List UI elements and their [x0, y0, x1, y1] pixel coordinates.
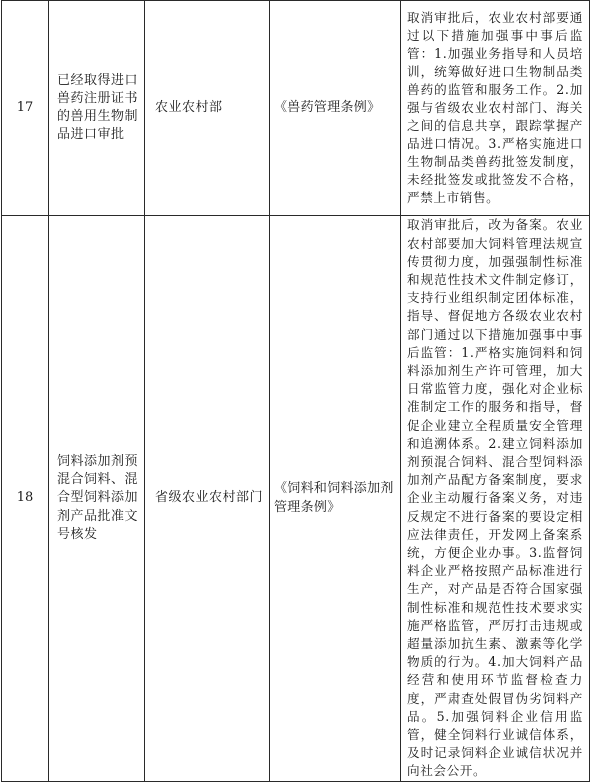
legal-basis-cell: 《兽药管理条例》: [270, 1, 401, 216]
item-number-cell: 18: [2, 216, 49, 782]
item-number-cell: 17: [2, 1, 49, 216]
approval-item-cell: 已经取得进口兽药注册证书的兽用生物制品进口审批: [49, 1, 145, 216]
regulatory-measures-cell: 取消审批后，农业农村部要通过以下措施加强事中事后监管：1.加强业务指导和人员培训，统筹做好进口生物制品类兽药的监管和服务工作。2.加强与省级农业农村部门、海关之间的信息共享，跟踪掌握产品进口情况。3.严格实施进口生物制品类兽药批签发制度，未经批签发或批签发不合格，严禁上市销售。: [401, 1, 590, 216]
legal-basis-cell: 《饲料和饲料添加剂管理条例》: [270, 216, 401, 782]
regulatory-measures-cell: 取消审批后，改为备案。农业农村部要加大饲料管理法规宣传贯彻力度，加强强制性标准和规范性技术文件制定修订，支持行业组织制定团体标准，指导、督促地方各级农业农村部门通过以下措施加强事中事后监管：1.严格实施饲料和饲料添加剂生产许可管理，加大日常监管力度，强化对企业标准制定工作的服务和指导，督促企业建立全程质量安全管理和追溯体系。2.建立饲料添加剂预混合饲料、混合型饲料添加剂产品配方备案制度，要求企业主动履行备案义务，对违反规定不进行备案的要设定相应法律责任，开发网上备案系统，方便企业办事。3.监督饲料企业严格按照产品标准进行生产，对产品是否符合国家强制性标准和规范性技术要求实施严格监管，严厉打击违规或超量添加抗生素、激素等化学物质的行为。4.加大饲料产品经营和使用环节监督检查力度，严肃查处假冒伪劣饲料产品。5.加强饲料企业信用监管，健全饲料行业诚信体系，及时记录饲料企业诚信状况并向社会公开。: [401, 216, 590, 782]
table-row: [2, 216, 590, 782]
approval-items-table: [1, 0, 590, 782]
approving-department-cell: 省级农业农村部门: [145, 216, 270, 782]
table-row: [2, 1, 590, 216]
approving-department-cell: 农业农村部: [145, 1, 270, 216]
approval-item-cell: 饲料添加剂预混合饲料、混合型饲料添加剂产品批准文号核发: [49, 216, 145, 782]
